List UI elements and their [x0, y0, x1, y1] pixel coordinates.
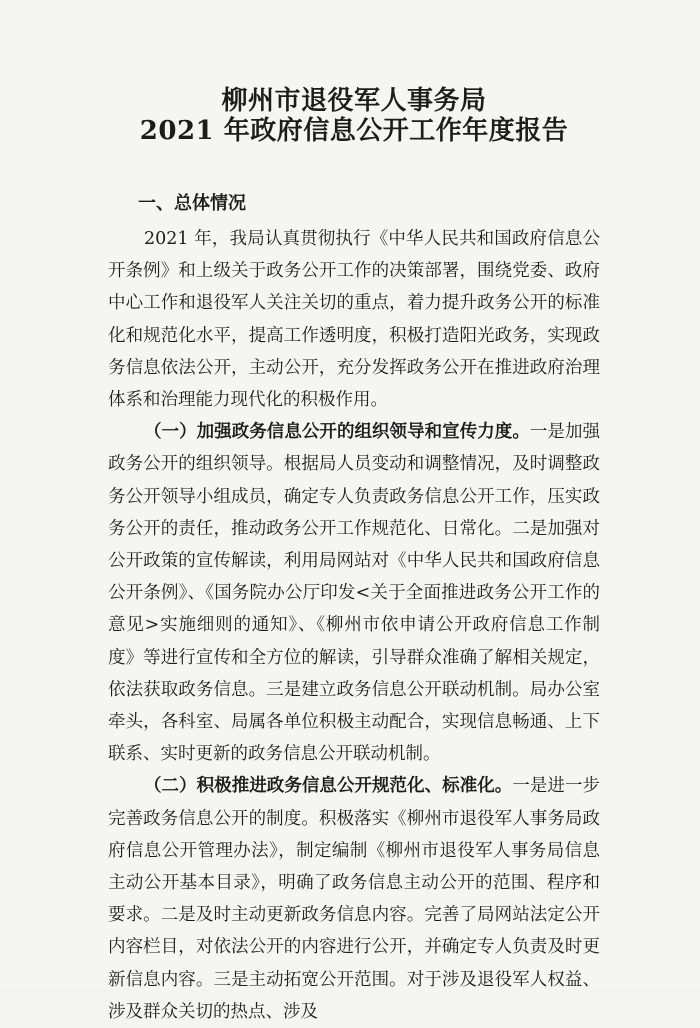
subheading-organization: （一）加强政务信息公开的组织领导和宣传力度。	[144, 422, 530, 443]
paragraph-organization	[108, 416, 600, 770]
title-line-1: 柳州市退役军人事务局	[221, 86, 487, 116]
paragraph-standardization	[108, 770, 600, 1028]
title-line-2: 2021 年政府信息公开工作年度报告	[139, 116, 569, 146]
paragraph-organization-body: 一是加强政务公开的组织领导。根据局人员变动和调整情况，及时调整政务公开领导小组成员，确定专人负责政务信息公开工作，压实政务公开的责任，推动政务公开工作规范化、日常化。二是加强对公开政策的宣传解读，利用局网站对《中华人民共和国政府信息公开条例》、《国务院办公厅印发<关于全面推进政务公开工作的意见>实施细则的通知》、《柳州市依申请公开政府信息工作制度》等进行宣传和全方位的解读，引导群众准确了解相关规定，依法获取政务信息。三是建立政务信息公开联动机制。局办公室牵头，各科室、局属各单位积极主动配合，实现信息畅通、上下联系、实时更新的政务信息公开联动机制。	[108, 422, 601, 765]
section-heading-overview: 一、总体情况	[138, 193, 246, 214]
paragraph-standardization-body: 一是进一步完善政务信息公开的制度。积极落实《柳州市退役军人事务局政府信息公开管理办法》，制定编制《柳州市退役军人事务局信息主动公开基本目录》，明确了政务信息主动公开的范围、程序和要求。二是及时主动更新政务信息内容。完善了局网站法定公开内容栏目，对依法公开的内容进行公开，并确定专人负责及时更新信息内容。三是主动拓宽公开范围。对于涉及退役军人权益、涉及群众关切的热点、涉及	[108, 776, 601, 1022]
document-title	[108, 86, 600, 146]
subheading-standardization: （二）积极推进政务信息公开规范化、标准化。	[144, 776, 513, 797]
paragraph-overview: 2021 年，我局认真贯彻执行《中华人民共和国政府信息公开条例》和上级关于政务公开工作的决策部署，围绕党委、政府中心工作和退役军人关注关切的重点，着力提升政务公开的标准化和规范化水平，提高工作透明度，积极打造阳光政务，实现政务信息依法公开，主动公开，充分发挥政务公开在推进政府治理体系和治理能力现代化的积极作用。	[108, 229, 600, 411]
